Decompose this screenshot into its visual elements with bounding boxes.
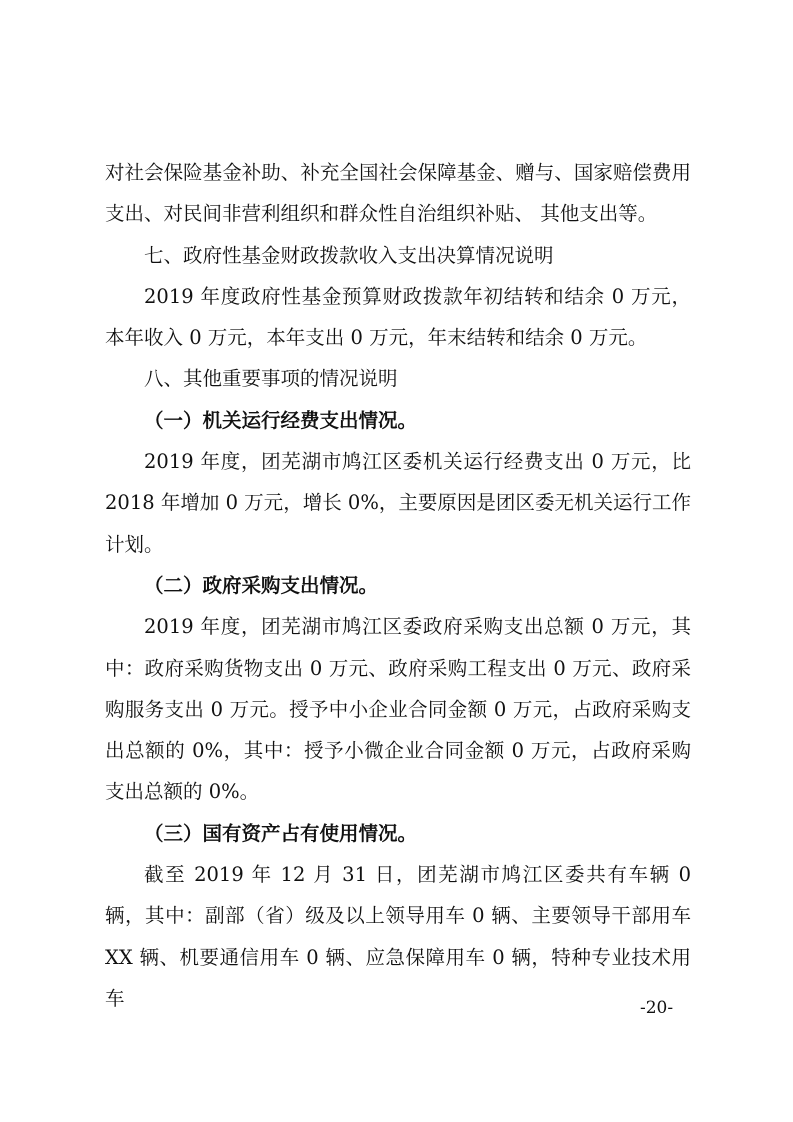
heading-section-7: 七、政府性基金财政拨款收入支出决算情况说明 [144, 243, 554, 267]
document-body [105, 152, 691, 1019]
paragraph-state-assets: 截至 2019 年 12 月 31 日，团芜湖市鸠江区委共有车辆 0 辆，其中：副部（省）级及以上领导用车 0 辆、主要领导干部用车 XX 辆、机要通信用车 0 辆、应急保障用车 0 辆，特种专业技术用车 [105, 863, 691, 1010]
subheading-state-assets: （三）国有资产占有使用情况。 [144, 821, 418, 845]
page-number: -20- [640, 998, 674, 1018]
paragraph-expense-list: 对社会保险基金补助、补充全国社会保障基金、赠与、国家赔偿费用支出、对民间非营利组织和群众性自治组织补贴、 其他支出等。 [105, 161, 691, 226]
subheading-procurement: （二）政府采购支出情况。 [144, 573, 379, 597]
paragraph-operating-expense: 2019 年度，团芜湖市鸠江区委机关运行经费支出 0 万元，比 2018 年增加 0 万元，增长 0%，主要原因是团区委无机关运行工作计划。 [105, 450, 691, 556]
subheading-operating-expense: （一）机关运行经费支出情况。 [144, 408, 418, 432]
paragraph-gov-fund: 2019 年度政府性基金预算财政拨款年初结转和结余 0 万元，本年收入 0 万元，本年支出 0 万元，年末结转和结余 0 万元。 [105, 284, 691, 350]
heading-section-8: 八、其他重要事项的情况说明 [144, 367, 398, 391]
paragraph-procurement: 2019 年度，团芜湖市鸠江区委政府采购支出总额 0 万元，其中：政府采购货物支出 0 万元、政府采购工程支出 0 万元、政府采购服务支出 0 万元。授予中小企业合同金额 0 万元，占政府采购支出总额的 0%，其中：授予小微企业合同金额 0 万元，占政府采购支出总额的 0%。 [105, 615, 691, 804]
